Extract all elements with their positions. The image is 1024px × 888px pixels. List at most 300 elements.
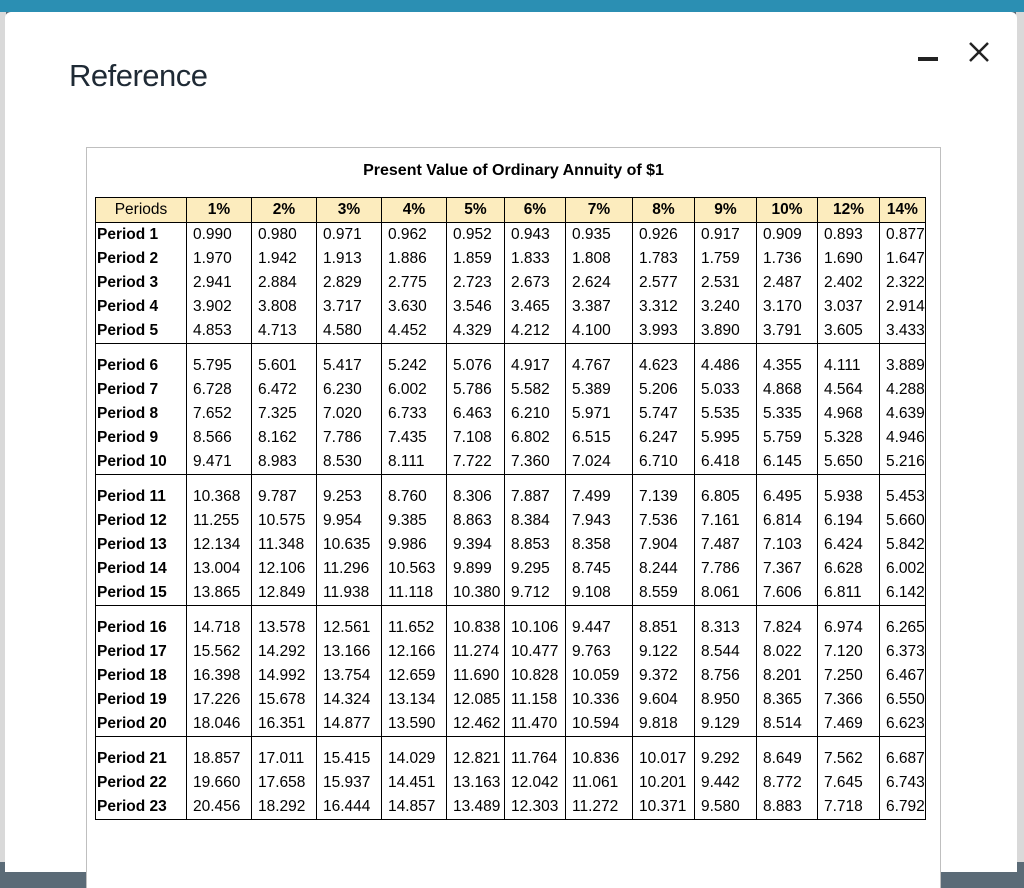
annuity-factor-cell: 10.371 — [633, 795, 695, 820]
annuity-factor-cell: 15.562 — [187, 640, 252, 664]
annuity-factor-cell: 7.722 — [447, 450, 505, 475]
annuity-factor-cell: 3.037 — [818, 295, 880, 319]
annuity-factor-cell: 7.487 — [695, 533, 757, 557]
annuity-factor-cell: 0.917 — [695, 223, 757, 248]
table-row — [96, 450, 926, 475]
annuity-factor-cell: 5.660 — [880, 509, 926, 533]
period-label: Period 11 — [96, 485, 187, 509]
annuity-factor-cell: 7.499 — [566, 485, 633, 509]
annuity-factor-cell: 0.877 — [880, 223, 926, 248]
annuity-factor-cell: 11.296 — [317, 557, 382, 581]
annuity-factor-cell: 1.647 — [880, 247, 926, 271]
annuity-factor-cell: 9.108 — [566, 581, 633, 606]
annuity-factor-cell: 4.212 — [505, 319, 566, 344]
annuity-factor-cell: 5.747 — [633, 402, 695, 426]
annuity-factor-cell: 6.495 — [757, 485, 818, 509]
annuity-factor-cell: 8.201 — [757, 664, 818, 688]
annuity-factor-cell: 4.713 — [252, 319, 317, 344]
annuity-factor-cell: 6.687 — [880, 747, 926, 771]
annuity-factor-cell: 4.100 — [566, 319, 633, 344]
annuity-factor-cell: 7.139 — [633, 485, 695, 509]
period-label: Period 12 — [96, 509, 187, 533]
annuity-factor-cell: 1.913 — [317, 247, 382, 271]
annuity-factor-cell: 5.601 — [252, 354, 317, 378]
minimize-button[interactable] — [912, 36, 944, 68]
annuity-factor-cell: 8.983 — [252, 450, 317, 475]
annuity-factor-cell: 7.887 — [505, 485, 566, 509]
table-row — [96, 771, 926, 795]
annuity-factor-cell: 0.893 — [818, 223, 880, 248]
annuity-factor-cell: 7.786 — [317, 426, 382, 450]
annuity-factor-cell: 4.580 — [317, 319, 382, 344]
annuity-factor-cell: 8.022 — [757, 640, 818, 664]
annuity-factor-cell: 10.838 — [447, 616, 505, 640]
annuity-factor-cell: 1.808 — [566, 247, 633, 271]
annuity-factor-cell: 6.805 — [695, 485, 757, 509]
present-value-annuity-table — [95, 197, 926, 820]
rate-column-header: 5% — [447, 198, 505, 223]
annuity-factor-cell: 4.767 — [566, 354, 633, 378]
table-row — [96, 557, 926, 581]
table-row — [96, 688, 926, 712]
annuity-factor-cell: 5.971 — [566, 402, 633, 426]
annuity-factor-cell: 8.530 — [317, 450, 382, 475]
annuity-factor-cell: 5.786 — [447, 378, 505, 402]
table-row — [96, 640, 926, 664]
annuity-factor-cell: 17.011 — [252, 747, 317, 771]
annuity-factor-cell: 3.312 — [633, 295, 695, 319]
annuity-factor-cell: 8.358 — [566, 533, 633, 557]
group-spacer — [96, 737, 926, 748]
annuity-factor-cell: 5.389 — [566, 378, 633, 402]
rate-column-header: 2% — [252, 198, 317, 223]
annuity-factor-cell: 10.563 — [382, 557, 447, 581]
annuity-factor-cell: 13.590 — [382, 712, 447, 737]
annuity-factor-cell: 8.306 — [447, 485, 505, 509]
period-label: Period 2 — [96, 247, 187, 271]
annuity-factor-cell: 6.467 — [880, 664, 926, 688]
background-app-header — [0, 0, 1024, 12]
annuity-factor-cell: 8.061 — [695, 581, 757, 606]
annuity-factor-cell: 4.623 — [633, 354, 695, 378]
annuity-factor-cell: 7.786 — [695, 557, 757, 581]
annuity-factor-cell: 10.106 — [505, 616, 566, 640]
annuity-factor-cell: 6.002 — [880, 557, 926, 581]
table-row — [96, 664, 926, 688]
annuity-factor-cell: 0.971 — [317, 223, 382, 248]
group-spacer — [96, 344, 926, 355]
annuity-factor-cell: 7.718 — [818, 795, 880, 820]
annuity-factor-cell: 10.575 — [252, 509, 317, 533]
annuity-factor-cell: 10.380 — [447, 581, 505, 606]
rate-column-header: 12% — [818, 198, 880, 223]
annuity-factor-cell: 6.424 — [818, 533, 880, 557]
annuity-factor-cell: 7.024 — [566, 450, 633, 475]
annuity-factor-cell: 1.690 — [818, 247, 880, 271]
annuity-factor-cell: 9.787 — [252, 485, 317, 509]
annuity-factor-cell: 9.763 — [566, 640, 633, 664]
annuity-factor-cell: 9.442 — [695, 771, 757, 795]
annuity-factor-cell: 12.042 — [505, 771, 566, 795]
annuity-factor-cell: 17.226 — [187, 688, 252, 712]
period-label: Period 3 — [96, 271, 187, 295]
period-label: Period 10 — [96, 450, 187, 475]
annuity-factor-cell: 3.993 — [633, 319, 695, 344]
annuity-factor-cell: 7.904 — [633, 533, 695, 557]
annuity-factor-cell: 3.890 — [695, 319, 757, 344]
annuity-factor-cell: 7.824 — [757, 616, 818, 640]
annuity-factor-cell: 8.162 — [252, 426, 317, 450]
annuity-factor-cell: 9.253 — [317, 485, 382, 509]
annuity-factor-cell: 3.240 — [695, 295, 757, 319]
annuity-factor-cell: 3.170 — [757, 295, 818, 319]
annuity-factor-cell: 8.853 — [505, 533, 566, 557]
annuity-factor-cell: 6.210 — [505, 402, 566, 426]
annuity-factor-cell: 10.828 — [505, 664, 566, 688]
annuity-factor-cell: 6.728 — [187, 378, 252, 402]
annuity-factor-cell: 6.002 — [382, 378, 447, 402]
period-label: Period 7 — [96, 378, 187, 402]
group-spacer — [96, 475, 926, 486]
annuity-factor-cell: 9.899 — [447, 557, 505, 581]
background-page-right — [1016, 12, 1024, 862]
annuity-factor-cell: 5.795 — [187, 354, 252, 378]
annuity-factor-cell: 7.325 — [252, 402, 317, 426]
annuity-factor-cell: 11.652 — [382, 616, 447, 640]
period-label: Period 9 — [96, 426, 187, 450]
annuity-factor-cell: 2.322 — [880, 271, 926, 295]
period-label: Period 4 — [96, 295, 187, 319]
annuity-factor-cell: 18.292 — [252, 795, 317, 820]
annuity-factor-cell: 5.216 — [880, 450, 926, 475]
table-caption: Present Value of Ordinary Annuity of $1 — [363, 162, 664, 179]
annuity-factor-cell: 12.821 — [447, 747, 505, 771]
annuity-factor-cell: 9.712 — [505, 581, 566, 606]
annuity-factor-cell: 11.255 — [187, 509, 252, 533]
annuity-factor-cell: 5.453 — [880, 485, 926, 509]
rate-column-header: 3% — [317, 198, 382, 223]
rate-column-header: 14% — [880, 198, 926, 223]
annuity-factor-cell: 2.723 — [447, 271, 505, 295]
period-label: Period 19 — [96, 688, 187, 712]
annuity-factor-cell: 7.020 — [317, 402, 382, 426]
period-label: Period 8 — [96, 402, 187, 426]
rate-column-header: 10% — [757, 198, 818, 223]
annuity-factor-cell: 12.106 — [252, 557, 317, 581]
annuity-factor-cell: 6.247 — [633, 426, 695, 450]
annuity-factor-cell: 10.594 — [566, 712, 633, 737]
annuity-factor-cell: 11.158 — [505, 688, 566, 712]
period-label: Period 23 — [96, 795, 187, 820]
annuity-factor-cell: 5.242 — [382, 354, 447, 378]
reference-modal — [5, 12, 1017, 872]
annuity-factor-cell: 7.367 — [757, 557, 818, 581]
rate-column-header: 6% — [505, 198, 566, 223]
period-label: Period 15 — [96, 581, 187, 606]
annuity-factor-cell: 8.950 — [695, 688, 757, 712]
annuity-factor-cell: 5.076 — [447, 354, 505, 378]
table-row — [96, 426, 926, 450]
annuity-factor-cell: 3.808 — [252, 295, 317, 319]
annuity-factor-cell: 9.292 — [695, 747, 757, 771]
annuity-factor-cell: 6.733 — [382, 402, 447, 426]
annuity-factor-cell: 14.992 — [252, 664, 317, 688]
annuity-factor-cell: 1.886 — [382, 247, 447, 271]
annuity-factor-cell: 0.990 — [187, 223, 252, 248]
annuity-factor-cell: 12.849 — [252, 581, 317, 606]
annuity-factor-cell: 13.754 — [317, 664, 382, 688]
annuity-factor-cell: 1.783 — [633, 247, 695, 271]
period-label: Period 18 — [96, 664, 187, 688]
rate-column-header: 1% — [187, 198, 252, 223]
annuity-factor-cell: 6.710 — [633, 450, 695, 475]
annuity-factor-cell: 12.561 — [317, 616, 382, 640]
annuity-factor-cell: 15.937 — [317, 771, 382, 795]
annuity-factor-cell: 8.313 — [695, 616, 757, 640]
annuity-factor-cell: 2.914 — [880, 295, 926, 319]
annuity-factor-cell: 11.274 — [447, 640, 505, 664]
annuity-factor-cell: 1.759 — [695, 247, 757, 271]
table-row — [96, 271, 926, 295]
annuity-factor-cell: 14.857 — [382, 795, 447, 820]
annuity-factor-cell: 7.120 — [818, 640, 880, 664]
annuity-factor-cell: 3.717 — [317, 295, 382, 319]
annuity-factor-cell: 5.759 — [757, 426, 818, 450]
annuity-factor-cell: 5.328 — [818, 426, 880, 450]
table-row — [96, 354, 926, 378]
annuity-factor-cell: 13.865 — [187, 581, 252, 606]
annuity-factor-cell: 8.745 — [566, 557, 633, 581]
annuity-factor-cell: 8.851 — [633, 616, 695, 640]
period-label: Period 6 — [96, 354, 187, 378]
annuity-factor-cell: 3.889 — [880, 354, 926, 378]
annuity-factor-cell: 4.968 — [818, 402, 880, 426]
annuity-factor-cell: 11.690 — [447, 664, 505, 688]
periods-column-header: Periods — [96, 198, 187, 223]
group-spacer — [96, 606, 926, 617]
annuity-factor-cell: 3.605 — [818, 319, 880, 344]
minimize-icon — [918, 57, 938, 61]
table-row — [96, 509, 926, 533]
annuity-factor-cell: 3.902 — [187, 295, 252, 319]
annuity-factor-cell: 6.418 — [695, 450, 757, 475]
annuity-factor-cell: 4.111 — [818, 354, 880, 378]
annuity-factor-cell: 6.974 — [818, 616, 880, 640]
annuity-factor-cell: 4.853 — [187, 319, 252, 344]
period-label: Period 22 — [96, 771, 187, 795]
annuity-factor-cell: 8.760 — [382, 485, 447, 509]
annuity-factor-cell: 7.250 — [818, 664, 880, 688]
annuity-factor-cell: 7.645 — [818, 771, 880, 795]
annuity-factor-cell: 13.163 — [447, 771, 505, 795]
annuity-factor-cell: 6.743 — [880, 771, 926, 795]
annuity-factor-cell: 8.365 — [757, 688, 818, 712]
annuity-factor-cell: 5.335 — [757, 402, 818, 426]
annuity-factor-cell: 4.452 — [382, 319, 447, 344]
table-row — [96, 247, 926, 271]
close-button[interactable] — [963, 36, 995, 68]
annuity-factor-cell: 1.970 — [187, 247, 252, 271]
table-row — [96, 223, 926, 248]
annuity-factor-cell: 6.802 — [505, 426, 566, 450]
annuity-factor-cell: 10.368 — [187, 485, 252, 509]
period-label: Period 13 — [96, 533, 187, 557]
annuity-factor-cell: 14.324 — [317, 688, 382, 712]
annuity-factor-cell: 14.292 — [252, 640, 317, 664]
annuity-factor-cell: 2.402 — [818, 271, 880, 295]
annuity-factor-cell: 10.059 — [566, 664, 633, 688]
annuity-factor-cell: 8.514 — [757, 712, 818, 737]
table-row — [96, 795, 926, 820]
annuity-factor-cell: 13.004 — [187, 557, 252, 581]
annuity-factor-cell: 16.351 — [252, 712, 317, 737]
annuity-factor-cell: 6.623 — [880, 712, 926, 737]
annuity-factor-cell: 5.033 — [695, 378, 757, 402]
annuity-factor-cell: 6.265 — [880, 616, 926, 640]
annuity-factor-cell: 10.635 — [317, 533, 382, 557]
annuity-factor-cell: 0.962 — [382, 223, 447, 248]
annuity-factor-cell: 0.909 — [757, 223, 818, 248]
annuity-factor-cell: 6.230 — [317, 378, 382, 402]
annuity-factor-cell: 19.660 — [187, 771, 252, 795]
rate-column-header: 9% — [695, 198, 757, 223]
annuity-factor-cell: 8.756 — [695, 664, 757, 688]
annuity-factor-cell: 5.938 — [818, 485, 880, 509]
annuity-factor-cell: 13.489 — [447, 795, 505, 820]
annuity-factor-cell: 12.659 — [382, 664, 447, 688]
annuity-factor-cell: 6.194 — [818, 509, 880, 533]
annuity-factor-cell: 11.272 — [566, 795, 633, 820]
period-label: Period 14 — [96, 557, 187, 581]
annuity-factor-cell: 8.111 — [382, 450, 447, 475]
rate-column-header: 7% — [566, 198, 633, 223]
annuity-factor-cell: 4.329 — [447, 319, 505, 344]
annuity-factor-cell: 3.465 — [505, 295, 566, 319]
annuity-factor-cell: 7.652 — [187, 402, 252, 426]
annuity-factor-cell: 12.166 — [382, 640, 447, 664]
reference-table-panel — [86, 147, 941, 888]
annuity-factor-cell: 11.764 — [505, 747, 566, 771]
annuity-factor-cell: 12.085 — [447, 688, 505, 712]
annuity-factor-cell: 9.954 — [317, 509, 382, 533]
annuity-factor-cell: 4.639 — [880, 402, 926, 426]
annuity-factor-cell: 6.373 — [880, 640, 926, 664]
table-row — [96, 616, 926, 640]
annuity-factor-cell: 6.145 — [757, 450, 818, 475]
annuity-factor-cell: 9.122 — [633, 640, 695, 664]
annuity-factor-cell: 7.562 — [818, 747, 880, 771]
annuity-factor-cell: 6.142 — [880, 581, 926, 606]
table-row — [96, 712, 926, 737]
annuity-factor-cell: 8.649 — [757, 747, 818, 771]
rate-column-header: 4% — [382, 198, 447, 223]
period-label: Period 1 — [96, 223, 187, 248]
annuity-factor-cell: 3.546 — [447, 295, 505, 319]
annuity-factor-cell: 14.718 — [187, 616, 252, 640]
annuity-factor-cell: 6.792 — [880, 795, 926, 820]
annuity-factor-cell: 14.877 — [317, 712, 382, 737]
annuity-factor-cell: 2.829 — [317, 271, 382, 295]
annuity-factor-cell: 7.103 — [757, 533, 818, 557]
annuity-factor-cell: 7.435 — [382, 426, 447, 450]
annuity-factor-cell: 6.463 — [447, 402, 505, 426]
annuity-factor-cell: 0.952 — [447, 223, 505, 248]
annuity-factor-cell: 6.550 — [880, 688, 926, 712]
annuity-factor-cell: 9.129 — [695, 712, 757, 737]
table-row — [96, 402, 926, 426]
annuity-factor-cell: 2.941 — [187, 271, 252, 295]
rate-column-header: 8% — [633, 198, 695, 223]
period-label: Period 20 — [96, 712, 187, 737]
annuity-factor-cell: 2.775 — [382, 271, 447, 295]
close-icon — [967, 40, 991, 64]
annuity-factor-cell: 7.606 — [757, 581, 818, 606]
annuity-factor-cell: 3.433 — [880, 319, 926, 344]
annuity-factor-cell: 7.469 — [818, 712, 880, 737]
annuity-factor-cell: 5.206 — [633, 378, 695, 402]
annuity-factor-cell: 4.946 — [880, 426, 926, 450]
annuity-factor-cell: 10.336 — [566, 688, 633, 712]
annuity-factor-cell: 11.938 — [317, 581, 382, 606]
annuity-factor-cell: 2.577 — [633, 271, 695, 295]
annuity-factor-cell: 10.477 — [505, 640, 566, 664]
annuity-factor-cell: 5.650 — [818, 450, 880, 475]
annuity-factor-cell: 2.624 — [566, 271, 633, 295]
annuity-factor-cell: 13.166 — [317, 640, 382, 664]
annuity-factor-cell: 13.578 — [252, 616, 317, 640]
period-label: Period 17 — [96, 640, 187, 664]
annuity-factor-cell: 9.580 — [695, 795, 757, 820]
annuity-factor-cell: 4.288 — [880, 378, 926, 402]
annuity-factor-cell: 6.628 — [818, 557, 880, 581]
annuity-factor-cell: 8.244 — [633, 557, 695, 581]
annuity-factor-cell: 9.385 — [382, 509, 447, 533]
annuity-factor-cell: 6.811 — [818, 581, 880, 606]
annuity-factor-cell: 12.303 — [505, 795, 566, 820]
table-row — [96, 319, 926, 344]
table-row — [96, 485, 926, 509]
annuity-factor-cell: 2.531 — [695, 271, 757, 295]
annuity-factor-cell: 18.857 — [187, 747, 252, 771]
annuity-factor-cell: 11.470 — [505, 712, 566, 737]
annuity-factor-cell: 9.295 — [505, 557, 566, 581]
annuity-factor-cell: 14.451 — [382, 771, 447, 795]
annuity-factor-cell: 7.108 — [447, 426, 505, 450]
annuity-factor-cell: 8.772 — [757, 771, 818, 795]
annuity-factor-cell: 4.868 — [757, 378, 818, 402]
annuity-factor-cell: 11.061 — [566, 771, 633, 795]
annuity-factor-cell: 10.201 — [633, 771, 695, 795]
annuity-factor-cell: 7.161 — [695, 509, 757, 533]
annuity-factor-cell: 5.582 — [505, 378, 566, 402]
annuity-factor-cell: 16.398 — [187, 664, 252, 688]
annuity-factor-cell: 1.942 — [252, 247, 317, 271]
annuity-factor-cell: 10.836 — [566, 747, 633, 771]
annuity-factor-cell: 8.883 — [757, 795, 818, 820]
table-row — [96, 295, 926, 319]
table-row — [96, 378, 926, 402]
annuity-factor-cell: 6.814 — [757, 509, 818, 533]
annuity-factor-cell: 4.355 — [757, 354, 818, 378]
period-label: Period 21 — [96, 747, 187, 771]
annuity-factor-cell: 9.394 — [447, 533, 505, 557]
annuity-factor-cell: 0.926 — [633, 223, 695, 248]
annuity-factor-cell: 2.673 — [505, 271, 566, 295]
annuity-factor-cell: 16.444 — [317, 795, 382, 820]
annuity-factor-cell: 5.842 — [880, 533, 926, 557]
annuity-factor-cell: 14.029 — [382, 747, 447, 771]
annuity-factor-cell: 9.471 — [187, 450, 252, 475]
